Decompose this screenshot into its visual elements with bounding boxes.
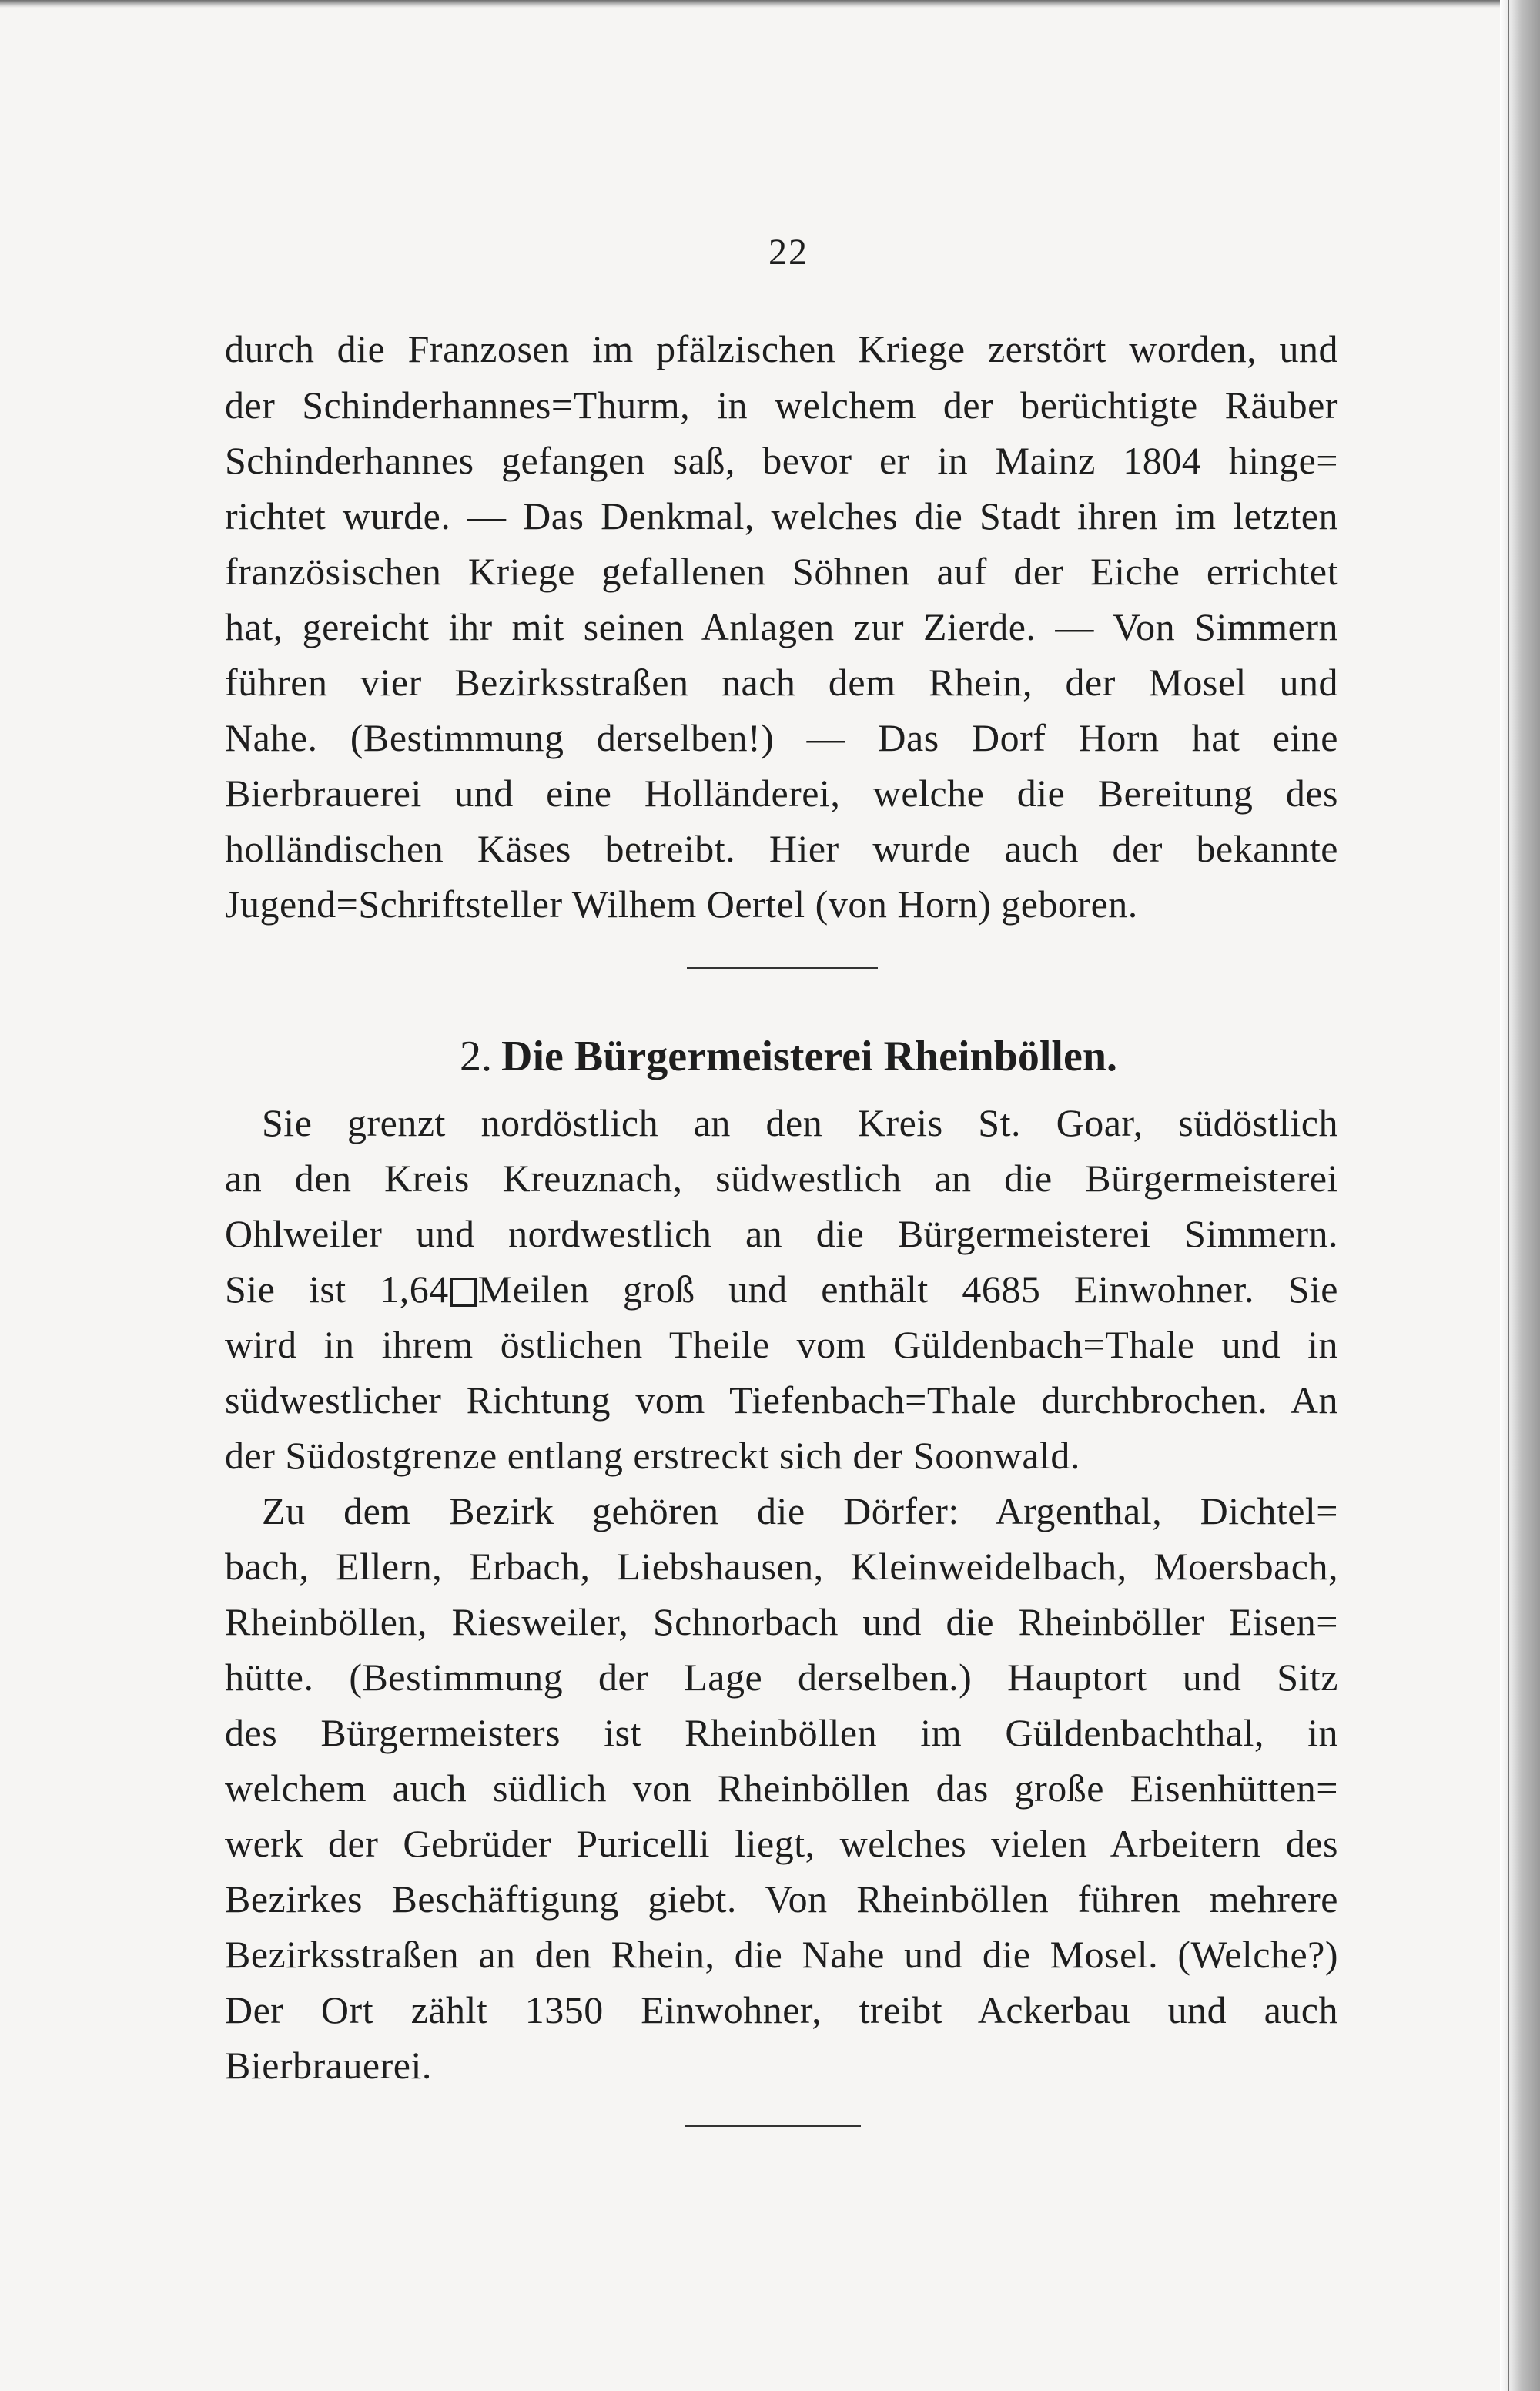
text-line: an den Kreis Kreuznach, südwestlich an die Bürgermeisterei (225, 1157, 1338, 1200)
text-fragment: Meilen groß und enthält 4685 Einwohner. Sie (477, 1267, 1338, 1311)
text-line: durch die Franzosen im pfälzischen Kriege zerstört worden, und (225, 327, 1338, 370)
text-line: Rheinböllen, Riesweiler, Schnorbach und die Rheinböller Eisen= (225, 1600, 1338, 1643)
text-line: Nahe. (Bestimmung derselben!) — Das Dorf Horn hat eine (225, 716, 1338, 759)
text-fragment: Sie ist 1,64 (225, 1267, 449, 1311)
text-line: welchem auch südlich von Rheinböllen das große Eisenhütten= (225, 1766, 1338, 1810)
text-line: führen vier Bezirksstraßen nach dem Rhein, der Mosel und (225, 661, 1338, 704)
text-line: richtet wurde. — Das Denkmal, welches die Stadt ihren im letzten (225, 494, 1338, 537)
text-line (225, 1266, 1338, 1312)
end-divider (685, 2125, 861, 2127)
section-title: Die Bürgermeisterei Rheinböllen. (501, 1033, 1117, 1080)
text-line: des Bürgermeisters ist Rheinböllen im Güldenbachthal, in (225, 1711, 1338, 1754)
section-divider (687, 967, 878, 969)
text-line: Bezirksstraßen an den Rhein, die Nahe und die Mosel. (Welche?) (225, 1933, 1338, 1976)
page-top-edge (0, 0, 1509, 8)
page-number: 22 (768, 232, 808, 273)
page-fold-line (1508, 0, 1509, 2391)
text-line: südwestlicher Richtung vom Tiefenbach=Thale durchbrochen. An (225, 1378, 1338, 1422)
square-symbol-icon (450, 1278, 477, 1307)
text-line: Jugend=Schriftsteller Wilhem Oertel (von Horn) geboren. (225, 882, 1138, 926)
text-line: Zu dem Bezirk gehören die Dörfer: Argenthal, Dichtel= (262, 1489, 1338, 1532)
text-line: hütte. (Bestimmung der Lage derselben.) Hauptort und Sitz (225, 1656, 1338, 1699)
text-line: französischen Kriege gefallenen Söhnen auf der Eiche errichtet (225, 550, 1338, 593)
text-line: bach, Ellern, Erbach, Liebshausen, Kleinweidelbach, Moersbach, (225, 1545, 1338, 1588)
text-line: wird in ihrem östlichen Theile vom Güldenbach=Thale und in (225, 1323, 1338, 1366)
text-line: der Schinderhannes=Thurm, in welchem der berüchtigte Räuber (225, 383, 1338, 427)
text-line: Der Ort zählt 1350 Einwohner, treibt Ackerbau und auch (225, 1988, 1338, 2031)
text-line: hat, gereicht ihr mit seinen Anlagen zur Zierde. — Von Simmern (225, 605, 1338, 648)
text-line: der Südostgrenze entlang erstreckt sich der Soonwald. (225, 1434, 1080, 1477)
text-line: Bierbrauerei und eine Holländerei, welche die Bereitung des (225, 772, 1338, 815)
section-heading (0, 1033, 1540, 1080)
text-line: werk der Gebrüder Puricelli liegt, welches vielen Arbeitern des (225, 1822, 1338, 1865)
text-line: Sie grenzt nordöstlich an den Kreis St. Goar, südöstlich (262, 1101, 1338, 1144)
text-line: holländischen Käses betreibt. Hier wurde auch der bekannte (225, 827, 1338, 870)
text-line: Bierbrauerei. (225, 2044, 432, 2087)
text-line: Schinderhannes gefangen saß, bevor er in Mainz 1804 hinge= (225, 439, 1338, 482)
text-line: Bezirkes Beschäftigung giebt. Von Rheinböllen führen mehrere (225, 1877, 1338, 1921)
page-right-edge (1500, 0, 1540, 2391)
section-number: 2. (460, 1033, 493, 1080)
text-line: Ohlweiler und nordwestlich an die Bürgermeisterei Simmern. (225, 1212, 1338, 1255)
